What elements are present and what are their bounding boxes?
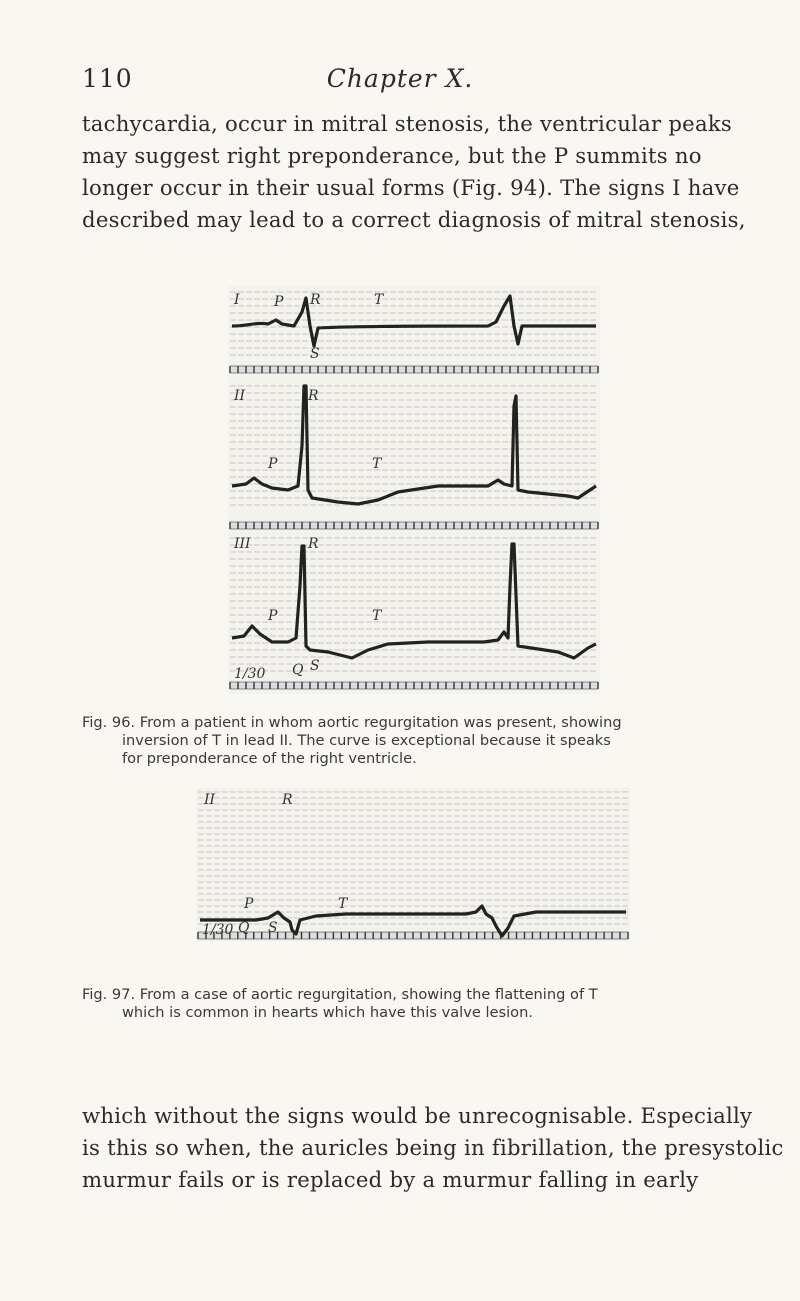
ecg-figure-97 [196, 788, 630, 942]
text-line: longer occur in their usual forms (Fig. 94). The signs I have [82, 175, 740, 200]
grid-fig-97 [198, 792, 628, 924]
wave-label: P [268, 608, 278, 624]
text-line: may suggest right preponderance, but the P summits no [82, 143, 702, 168]
text-line: tachycardia, occur in mitral stenosis, the ventricular peaks [82, 111, 733, 136]
page-number: 110 [82, 64, 133, 93]
time-marks-97 [198, 932, 628, 939]
wave-label: Q [292, 662, 304, 678]
caption-line: Fig. 97. From a case of aortic regurgitation, showing the flattening of T [82, 986, 598, 1003]
wave-label: II [204, 792, 216, 808]
trace-fig-97 [200, 906, 626, 936]
wave-label: T [372, 608, 382, 624]
wave-label: S [310, 658, 320, 674]
wave-label: III [234, 536, 251, 552]
text-line: is this so when, the auricles being in fibrillation, the presystolic [82, 1135, 784, 1160]
ecg-figure-96 [228, 286, 600, 694]
wave-label: Q [238, 920, 250, 936]
wave-label: R [308, 388, 319, 404]
wave-label: T [338, 896, 348, 912]
caption-line: inversion of T in lead II. The curve is exceptional because it speaks [122, 732, 611, 749]
wave-label: P [244, 896, 254, 912]
trace-lead-1 [232, 296, 596, 346]
grid-lead-2 [230, 386, 598, 505]
text-line: murmur fails or is replaced by a murmur falling in early [82, 1167, 699, 1192]
wave-label: R [308, 536, 319, 552]
wave-label: 1/30 [234, 666, 266, 682]
wave-label: S [310, 346, 320, 362]
wave-label: R [310, 292, 321, 308]
caption-figure-97 [82, 986, 722, 1022]
wave-label: I [234, 292, 240, 308]
text-line: described may lead to a correct diagnosis of mitral stenosis, [82, 207, 746, 232]
wave-label: T [374, 292, 384, 308]
wave-label: P [268, 456, 278, 472]
wave-label: S [268, 920, 278, 936]
trace-lead-2 [232, 386, 596, 504]
running-head: Chapter X. [326, 64, 474, 93]
caption-figure-96 [82, 714, 722, 768]
text-line: which without the signs would be unrecognisable. Especially [82, 1103, 753, 1128]
wave-label: R [282, 792, 293, 808]
caption-line: Fig. 96. From a patient in whom aortic regurgitation was present, showing [82, 714, 622, 731]
wave-label: T [372, 456, 382, 472]
caption-line: for preponderance of the right ventricle. [122, 750, 417, 767]
paragraph-top [82, 108, 746, 236]
paragraph-bottom [82, 1100, 784, 1196]
wave-label: P [274, 294, 284, 310]
wave-label: 1/30 [202, 922, 234, 938]
wave-label: II [234, 388, 246, 404]
caption-line: which is common in hearts which have this valve lesion. [122, 1004, 533, 1021]
